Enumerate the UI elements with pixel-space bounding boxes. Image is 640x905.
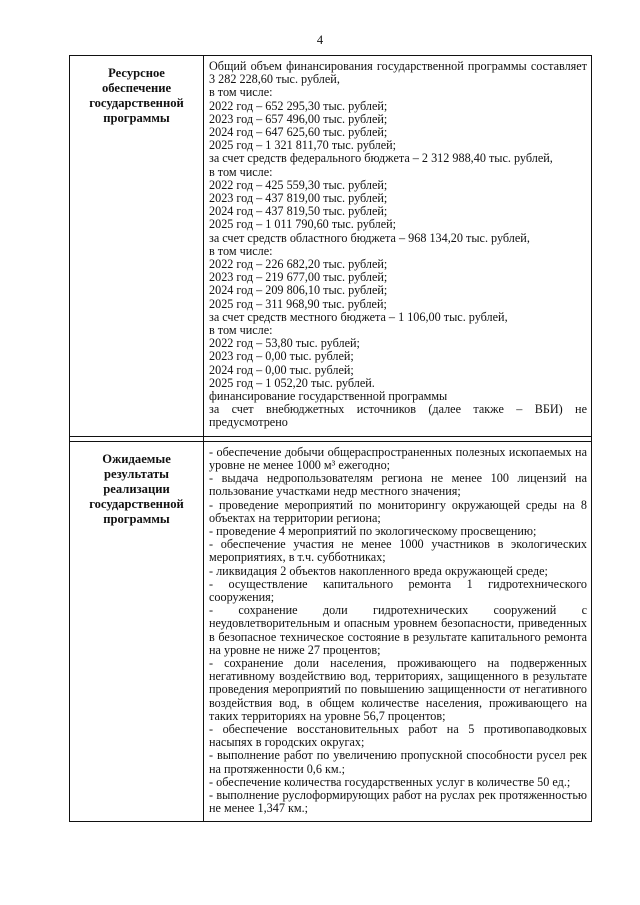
- resources-line: Общий объем финансирования государственной программы составляет 3 282 228,60 тыс. рублей,: [209, 59, 587, 87]
- resources-line: 2022 год – 53,80 тыс. рублей;: [209, 336, 360, 351]
- resources-line: в том числе:: [209, 323, 273, 338]
- resources-line: 2022 год – 425 559,30 тыс. рублей;: [209, 177, 388, 192]
- results-content: [204, 441, 592, 822]
- result-item: - обеспечение восстановительных работ на 5 противопаводковых насыпях в городских округах;: [209, 721, 587, 750]
- resources-line: 2023 год – 657 496,00 тыс. рублей;: [209, 111, 388, 126]
- resources-line: в том числе:: [209, 243, 273, 258]
- resources-line: 2022 год – 652 295,30 тыс. рублей;: [209, 98, 388, 113]
- results-row: [70, 441, 592, 822]
- result-item: - обеспечение количества государственных услуг в количестве 50 ед.;: [209, 774, 571, 789]
- resources-line: 2024 год – 647 625,60 тыс. рублей;: [209, 125, 388, 140]
- result-item: - ликвидация 2 объектов накопленного вреда окружающей среде;: [209, 563, 548, 578]
- resources-line: 2024 год – 437 819,50 тыс. рублей;: [209, 204, 388, 219]
- resources-line: 2025 год – 1 052,20 тыс. рублей.: [209, 375, 375, 390]
- results-label: Ожидаемые результаты реализации государственной программы: [70, 441, 204, 822]
- program-passport-table: [69, 55, 592, 822]
- result-item: - выполнение работ по увеличению пропускной способности русел рек на протяженности 0,6 км.;: [209, 748, 587, 776]
- result-item: - выполнение руслоформирующих работ на руслах рек протяженностью не менее 1,347 км.;: [209, 787, 587, 816]
- resources-line: за счет средств местного бюджета – 1 106,00 тыс. рублей,: [209, 309, 508, 324]
- resources-line: за счет средств федерального бюджета – 2 312 988,40 тыс. рублей,: [209, 151, 553, 166]
- result-item: - сохранение доли населения, проживающего на подверженных негативному воздействию вод, территориях, защищенного в результате проведения мероприятий по повышению защищенности от негативного воздействия вод, в общем количестве населения, проживающего на таких территориях на уровне 56,7 процентов;: [209, 655, 587, 723]
- resources-line: 2022 год – 226 682,20 тыс. рублей;: [209, 257, 388, 272]
- page-number: 4: [316, 33, 324, 47]
- resources-label: Ресурсное обеспечение государственной программы: [70, 56, 204, 437]
- resources-line: финансирование государственной программы: [209, 389, 448, 404]
- resources-line: 2025 год – 1 011 790,60 тыс. рублей;: [209, 217, 397, 232]
- resources-line: 2025 год – 311 968,90 тыс. рублей;: [209, 296, 387, 311]
- resources-line: в том числе:: [209, 85, 273, 100]
- result-item: - сохранение доли гидротехнических сооружений с неудовлетворительным и опасным уровнем безопасности, приведенных в безопасное техническое состояние в результате капитального ремонта на уровне не ниже 27 процентов;: [209, 603, 587, 657]
- result-item: - осуществление капитального ремонта 1 гидротехнического сооружения;: [209, 576, 587, 604]
- result-item: - проведение 4 мероприятий по экологическому просвещению;: [209, 523, 537, 538]
- resources-line: 2024 год – 209 806,10 тыс. рублей;: [209, 283, 388, 298]
- resources-line: за счет внебюджетных источников (далее также – ВБИ) не предусмотрено: [209, 402, 587, 430]
- resources-line: за счет средств областного бюджета – 968 134,20 тыс. рублей,: [209, 230, 530, 245]
- result-item: - проведение мероприятий по мониторингу окружающей среды на 8 объектах на территории региона;: [209, 497, 587, 525]
- result-item: - выдача недропользователям региона не менее 100 лицензий на пользование участками недр местного значения;: [209, 471, 587, 499]
- resources-line: 2025 год – 1 321 811,70 тыс. рублей;: [209, 138, 397, 153]
- resources-row: [70, 56, 592, 437]
- resources-line: в том числе:: [209, 164, 273, 179]
- result-item: - обеспечение участия не менее 1000 участников в экологических мероприятиях, в т.ч. субботниках;: [209, 537, 587, 565]
- result-item: - обеспечение добычи общераспространенных полезных ископаемых на уровне не менее 1000 м³ ежегодно;: [209, 444, 587, 472]
- resources-line: 2023 год – 437 819,00 тыс. рублей;: [209, 191, 388, 206]
- resources-line: 2023 год – 219 677,00 тыс. рублей;: [209, 270, 388, 285]
- resources-line: 2024 год – 0,00 тыс. рублей;: [209, 362, 354, 377]
- resources-line: 2023 год – 0,00 тыс. рублей;: [209, 349, 354, 364]
- resources-content: [204, 56, 592, 437]
